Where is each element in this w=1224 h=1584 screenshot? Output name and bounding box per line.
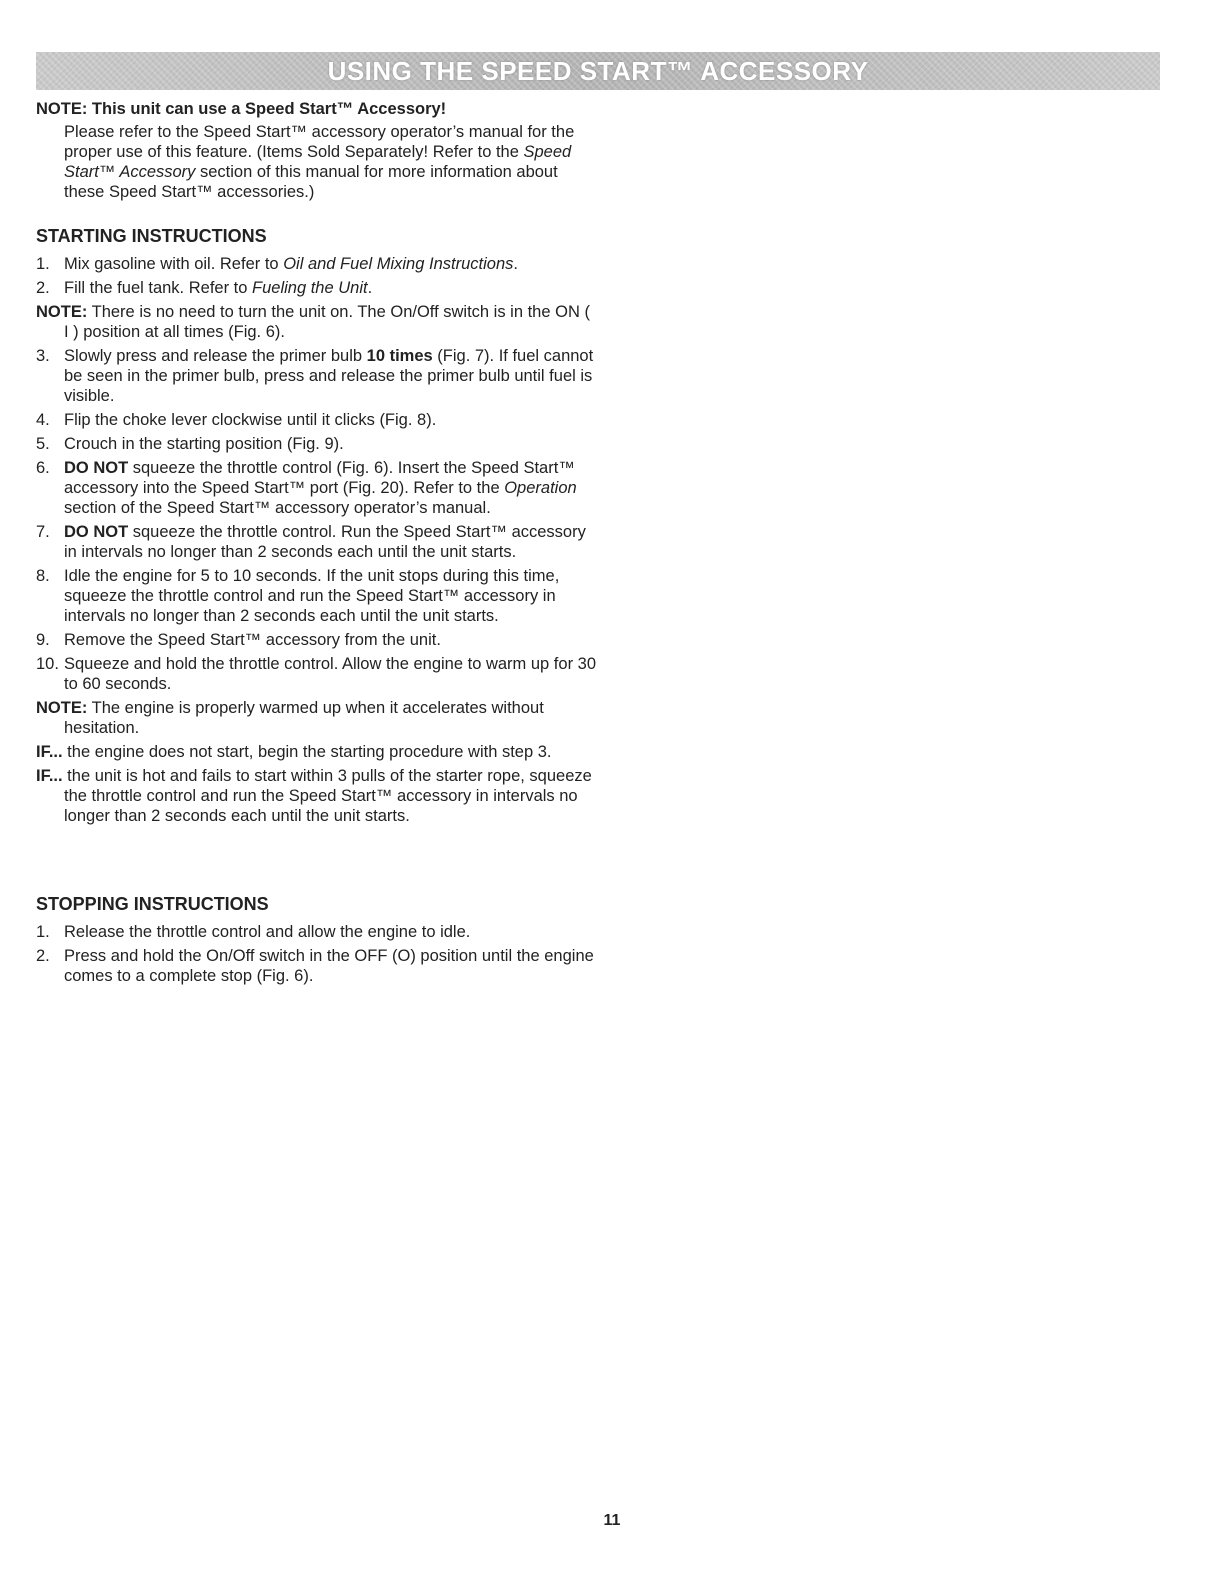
if-label: IF... xyxy=(36,767,63,785)
step-text: Crouch in the starting position (Fig. 9). xyxy=(64,435,344,453)
step-number: 3. xyxy=(36,347,50,365)
step-number: 8. xyxy=(36,567,50,585)
page-number: 11 xyxy=(603,1512,621,1529)
if-label: IF... xyxy=(36,743,63,761)
note-title: NOTE: This unit can use a Speed Start™ Accessory! xyxy=(36,100,447,118)
starting-step-4 xyxy=(36,410,596,430)
step-number: 10. xyxy=(36,655,59,673)
step-text-2: (Fig. 7). If fuel cannot be seen in the primer bulb, press and release the primer bulb until fuel is visible. xyxy=(64,347,594,405)
note-body xyxy=(64,122,596,202)
starting-step-7 xyxy=(36,522,596,562)
step-text: Squeeze and hold the throttle control. Allow the engine to warm up for 30 to 60 seconds. xyxy=(64,655,597,693)
step-text: Flip the choke lever clockwise until it clicks (Fig. 8). xyxy=(64,411,437,429)
step-text-2: section of the Speed Start™ accessory operator’s manual. xyxy=(64,499,491,517)
stopping-step-2 xyxy=(36,946,596,986)
step-text: Press and hold the On/Off switch in the OFF (O) position until the engine comes to a complete stop (Fig. 6). xyxy=(64,947,594,985)
step-text: Slowly press and release the primer bulb xyxy=(64,347,367,365)
content-column xyxy=(36,98,596,990)
stopping-instructions-heading: STOPPING INSTRUCTIONS xyxy=(36,894,269,914)
step-text: Remove the Speed Start™ accessory from the unit. xyxy=(64,631,441,649)
starting-step-9 xyxy=(36,630,596,650)
starting-if-1 xyxy=(36,742,596,762)
step-text: Mix gasoline with oil. Refer to xyxy=(64,255,284,273)
step-number: 9. xyxy=(36,631,50,649)
starting-step-6 xyxy=(36,458,596,518)
step-reference: Fueling the Unit xyxy=(252,279,368,297)
step-end: . xyxy=(513,255,518,273)
step-emphasis: DO NOT xyxy=(64,459,129,477)
section-banner xyxy=(36,52,1160,90)
step-number: 6. xyxy=(36,459,50,477)
step-reference: Operation xyxy=(504,479,577,497)
starting-step-8 xyxy=(36,566,596,626)
starting-step-3 xyxy=(36,346,596,406)
starting-note-1 xyxy=(36,302,596,342)
note-body-text-2: section of this manual for more information about these Speed Start™ accessories.) xyxy=(64,163,558,201)
step-reference: Oil and Fuel Mixing Instructions xyxy=(283,255,514,273)
starting-step-10 xyxy=(36,654,596,694)
if-text: the unit is hot and fails to start within 3 pulls of the starter rope, squeeze the throttle control and run the Speed Start™ accessory in intervals no longer than 2 seconds each until the unit starts. xyxy=(62,767,592,825)
starting-instructions-heading: STARTING INSTRUCTIONS xyxy=(36,226,267,246)
step-text: Release the throttle control and allow the engine to idle. xyxy=(64,923,471,941)
starting-step-2 xyxy=(36,278,596,298)
starting-step-1 xyxy=(36,254,596,274)
starting-if-2 xyxy=(36,766,596,826)
note-text: There is no need to turn the unit on. The On/Off switch is in the ON ( I ) position at all times (Fig. 6). xyxy=(64,303,590,341)
note-body-italic: Speed Start™ Accessory xyxy=(64,143,572,181)
step-number: 5. xyxy=(36,435,50,453)
starting-step-5 xyxy=(36,434,596,454)
step-text: squeeze the throttle control. Run the Speed Start™ accessory in intervals no longer than 2 seconds each until the unit starts. xyxy=(64,523,586,561)
step-text: squeeze the throttle control (Fig. 6). Insert the Speed Start™ accessory into the Speed Start™ port (Fig. 20). Refer to the xyxy=(64,459,575,497)
step-number: 2. xyxy=(36,279,50,297)
step-text: Idle the engine for 5 to 10 seconds. If the unit stops during this time, squeeze the throttle control and run the Speed Start™ accessory in intervals no longer than 2 seconds each until the unit starts. xyxy=(64,567,560,625)
step-number: 4. xyxy=(36,411,50,429)
if-text: the engine does not start, begin the starting procedure with step 3. xyxy=(62,743,552,761)
step-number: 2. xyxy=(36,947,50,965)
starting-note-2 xyxy=(36,698,596,738)
step-end: . xyxy=(367,279,373,297)
step-number: 7. xyxy=(36,523,50,541)
note-text: The engine is properly warmed up when it accelerates without hesitation. xyxy=(64,699,544,737)
note-label: NOTE: xyxy=(36,699,88,717)
note-body-text-1: Please refer to the Speed Start™ accessory operator’s manual for the proper use of this feature. (Items Sold Separately! Refer to the xyxy=(64,123,575,161)
step-emphasis: DO NOT xyxy=(64,523,129,541)
step-emphasis: 10 times xyxy=(366,347,433,365)
stopping-step-1 xyxy=(36,922,596,942)
step-number: 1. xyxy=(36,255,50,273)
section-title: USING THE SPEED START™ ACCESSORY xyxy=(327,55,869,86)
note-label: NOTE: xyxy=(36,303,88,321)
step-number: 1. xyxy=(36,923,50,941)
step-text: Fill the fuel tank. Refer to xyxy=(64,279,253,297)
